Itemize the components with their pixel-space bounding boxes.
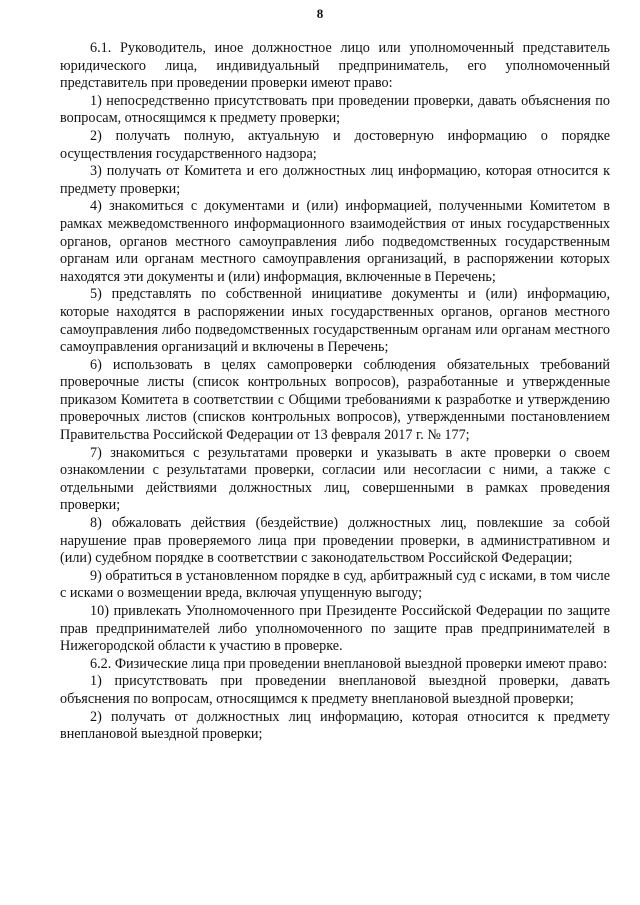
paragraph-6-1-item-4: 4) знакомиться с документами и (или) информацией, полученными Комитетом в рамках межведомственного информационного взаимодействия от иных государственных органов, органов местного самоуправления либо подведомственных государственным органам или органам местного самоуправления организаций, в распоряжении которых находятся эти документы и (или) информация, включенные в Перечень; xyxy=(60,198,610,285)
paragraph-6-2-item-2: 2) получать от должностных лиц информацию, которая относится к предмету внеплановой выездной проверки; xyxy=(60,708,610,743)
paragraph-6-1-item-8: 8) обжаловать действия (бездействие) должностных лиц, повлекшие за собой нарушение прав проверяемого лица при проведении проверки, в административном и (или) судебном порядке в соответствии с законодательством Российской Федерации; xyxy=(60,515,610,567)
paragraph-6-1-item-7: 7) знакомиться с результатами проверки и указывать в акте проверки о своем ознакомлении с результатами проверки, согласии или несогласии с ними, а также с отдельными действиями должностных лиц, совершенными в рамках проведения проверки; xyxy=(60,444,610,514)
document-body xyxy=(60,40,610,744)
page-number: 8 xyxy=(316,6,324,21)
paragraph-6-1-item-5: 5) представлять по собственной инициативе документы и (или) информацию, которые находятся в распоряжении иных государственных органов, органов местного самоуправления либо подведомственных государственным органам или органам местного самоуправления организаций и включены в Перечень; xyxy=(60,286,610,356)
paragraph-6-1-item-3: 3) получать от Комитета и его должностных лиц информацию, которая относится к предмету проверки; xyxy=(60,163,610,197)
paragraph-6-1-item-9: 9) обратиться в установленном порядке в суд, арбитражный суд с исками, в том числе с исками о возмещении вреда, включая упущенную выгоду; xyxy=(60,567,610,602)
paragraph-6-2: 6.2. Физические лица при проведении внеплановой выездной проверки имеют право: xyxy=(90,655,608,672)
paragraph-6-1: 6.1. Руководитель, иное должностное лицо или уполномоченный представитель юридического лица, индивидуальный предприниматель, его уполномоченный представитель при проведении проверки имеют право: xyxy=(60,40,610,92)
paragraph-6-1-item-2: 2) получать полную, актуальную и достоверную информацию о порядке осуществления государственного надзора; xyxy=(60,127,610,162)
paragraph-6-2-item-1: 1) присутствовать при проведении внеплановой выездной проверки, давать объяснения по вопросам, относящимся к предмету внеплановой выездной проверки; xyxy=(60,673,610,707)
paragraph-6-1-item-6: 6) использовать в целях самопроверки соблюдения обязательных требований проверочные листы (список контрольных вопросов), разработанные и утвержденные приказом Комитета в соответствии с Общими требованиями к разработке и утверждению проверочных листов (списков контрольных вопросов), утвержденными постановлением Правительства Российской Федерации от 13 февраля 2017 г. № 177; xyxy=(60,356,610,444)
paragraph-6-1-item-1: 1) непосредственно присутствовать при проведении проверки, давать объяснения по вопросам, относящимся к предмету проверки; xyxy=(60,92,610,127)
paragraph-6-1-item-10: 10) привлекать Уполномоченного при Президенте Российской Федерации по защите прав предпринимателей либо уполномоченного по защите прав предпринимателей в Нижегородской области к участию в проверке. xyxy=(60,603,610,655)
